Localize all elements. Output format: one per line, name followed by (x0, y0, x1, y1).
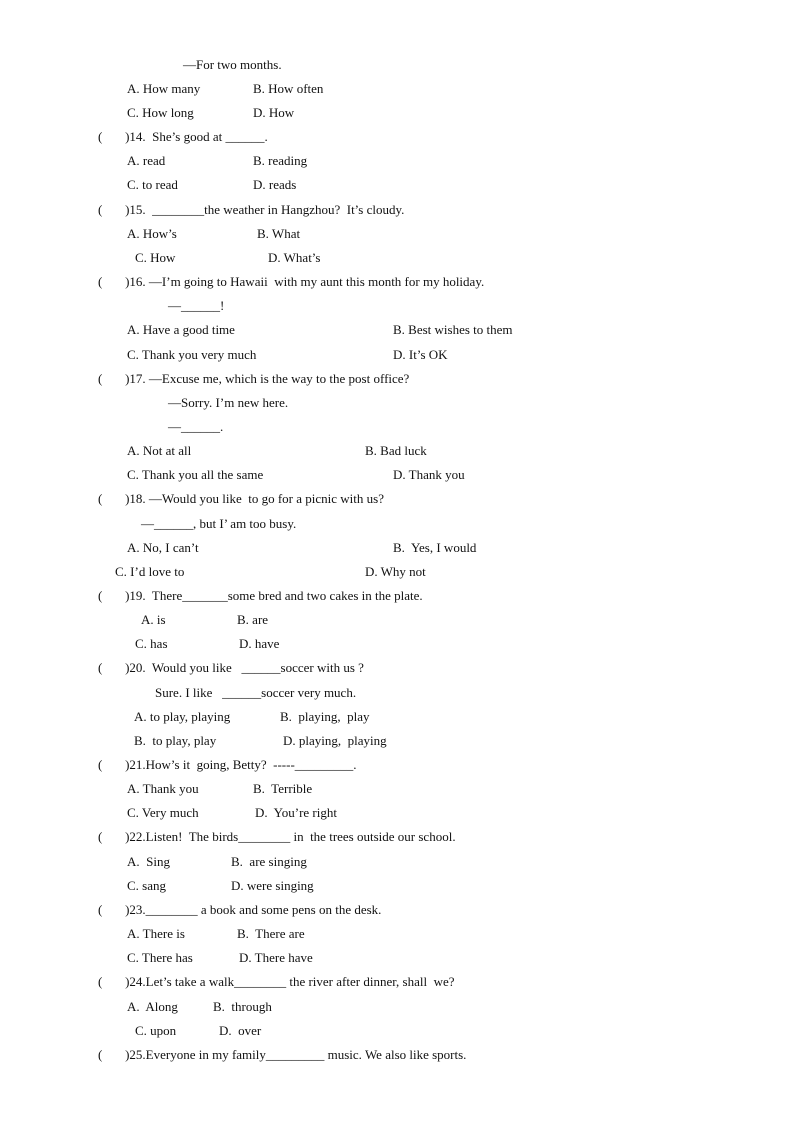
answer-option: C. has (135, 636, 168, 651)
answer-option: C. How long (127, 105, 194, 120)
answer-option: A. is (141, 612, 166, 627)
answer-option: C. Very much (127, 805, 199, 820)
dialogue-line: —______, but I’ am too busy. (141, 516, 297, 531)
answer-option: B. Bad luck (365, 443, 427, 458)
answer-option: B. are singing (231, 854, 307, 869)
question-22: ( )22.Listen! The birds________ in the trees outside our school. (98, 829, 456, 844)
answer-option: D. How (253, 105, 295, 120)
answer-option: A. Have a good time (127, 322, 235, 337)
dialogue-line: —______! (168, 298, 225, 313)
answer-option: D. playing, playing (283, 733, 387, 748)
answer-option: B. There are (237, 926, 305, 941)
answer-option: D. Thank you (393, 467, 465, 482)
answer-option: C. to read (127, 177, 178, 192)
answer-option: D. were singing (231, 878, 314, 893)
answer-option: D. What’s (268, 250, 321, 265)
question-16: ( )16. —I’m going to Hawaii with my aunt this month for my holiday. (98, 274, 485, 289)
dialogue-line: Sure. I like ______soccer very much. (155, 685, 357, 700)
question-24: ( )24.Let’s take a walk________ the river after dinner, shall we? (98, 974, 455, 989)
answer-option: C. sang (127, 878, 166, 893)
answer-option: D. have (239, 636, 280, 651)
answer-option: A. read (127, 153, 166, 168)
answer-option: D. reads (253, 177, 297, 192)
answer-option: C. upon (135, 1023, 177, 1038)
answer-option: A. How’s (127, 226, 177, 241)
dialogue-line: —______. (168, 419, 224, 434)
question-25: ( )25.Everyone in my family_________ music. We also like sports. (98, 1047, 467, 1062)
answer-option: B. playing, play (280, 709, 370, 724)
answer-option: A. Sing (127, 854, 170, 869)
answer-option: A. Along (127, 999, 178, 1014)
answer-option: A. Not at all (127, 443, 192, 458)
answer-option: C. Thank you all the same (127, 467, 264, 482)
question-17: ( )17. —Excuse me, which is the way to the post office? (98, 371, 410, 386)
answer-option: B. Terrible (253, 781, 313, 796)
answer-option: C. I’d love to (115, 564, 185, 579)
answer-option: B. to play, play (134, 733, 217, 748)
answer-option: D. There have (239, 950, 313, 965)
answer-option: B. Yes, I would (393, 540, 477, 555)
question-20: ( )20. Would you like ______soccer with us ? (98, 660, 364, 675)
answer-option: A. No, I can’t (127, 540, 199, 555)
answer-option: B. through (213, 999, 272, 1014)
answer-option: B. How often (253, 81, 324, 96)
dialogue-line: —Sorry. I’m new here. (168, 395, 289, 410)
answer-option: A. to play, playing (134, 709, 231, 724)
answer-option: A. Thank you (127, 781, 199, 796)
answer-option: D. You’re right (255, 805, 337, 820)
answer-option: A. There is (127, 926, 185, 941)
question-23: ( )23.________ a book and some pens on the desk. (98, 902, 382, 917)
dialogue-line: —For two months. (183, 57, 282, 72)
answer-option: C. Thank you very much (127, 347, 257, 362)
answer-option: D. It’s OK (393, 347, 448, 362)
answer-option: D. Why not (365, 564, 426, 579)
question-21: ( )21.How’s it going, Betty? -----_________. (98, 757, 357, 772)
answer-option: B. reading (253, 153, 308, 168)
question-19: ( )19. There_______some bred and two cakes in the plate. (98, 588, 423, 603)
question-15: ( )15. ________the weather in Hangzhou? It’s cloudy. (98, 202, 405, 217)
answer-option: A. How many (127, 81, 201, 96)
answer-option: C. There has (127, 950, 193, 965)
answer-option: D. over (219, 1023, 262, 1038)
answer-option: C. How (135, 250, 176, 265)
answer-option: B. What (257, 226, 301, 241)
question-18: ( )18. —Would you like to go for a picnic with us? (98, 491, 384, 506)
answer-option: B. are (237, 612, 269, 627)
question-14: ( )14. She’s good at ______. (98, 129, 268, 144)
answer-option: B. Best wishes to them (393, 322, 513, 337)
